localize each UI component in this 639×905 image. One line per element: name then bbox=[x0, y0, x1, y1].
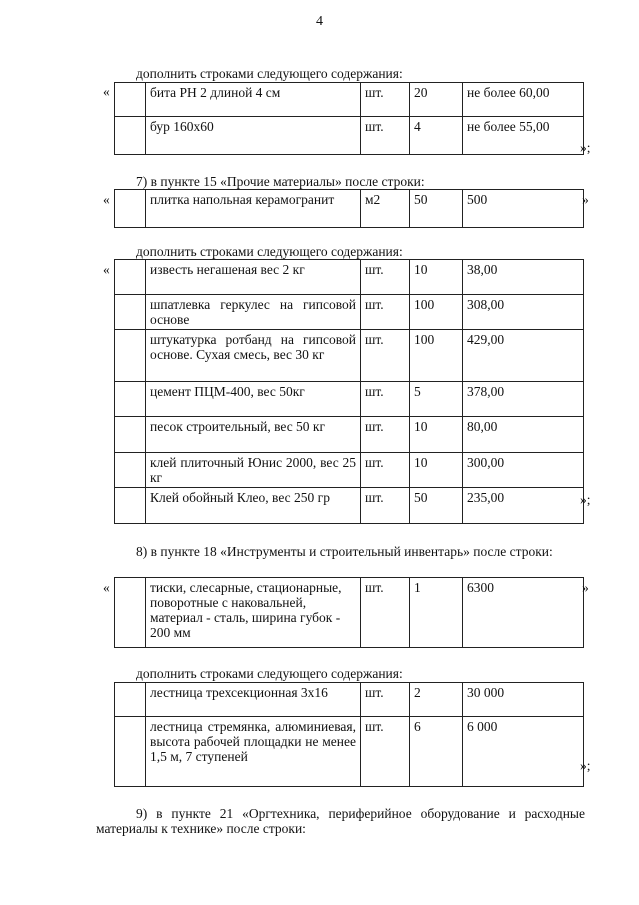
table-row bbox=[115, 83, 584, 117]
table-row bbox=[115, 117, 584, 155]
item-name: плитка напольная керамогранит bbox=[146, 190, 361, 228]
table-row bbox=[115, 453, 584, 488]
caption-add-rows-1: дополнить строками следующего содержания: bbox=[136, 66, 403, 81]
open-quote-1: « bbox=[103, 84, 110, 99]
item-name: клей плиточный Юнис 2000, вес 25 кг bbox=[146, 453, 361, 488]
item-price: 308,00 bbox=[463, 295, 584, 330]
paragraph-item-8: 8) в пункте 18 «Инструменты и строительный инвентарь» после строки: bbox=[136, 544, 553, 559]
table-row bbox=[115, 578, 584, 648]
item-name: тиски, слесарные, стационарные, поворотные с наковальней, материал - сталь, ширина губок - 200 мм bbox=[146, 578, 361, 648]
item-name: лестница стремянка, алюминиевая, высота рабочей площадки не менее 1,5 м, 7 ступеней bbox=[146, 717, 361, 787]
table-row bbox=[115, 190, 584, 228]
table-row bbox=[115, 330, 584, 382]
item-qty: 50 bbox=[410, 488, 463, 524]
item-qty: 1 bbox=[410, 578, 463, 648]
item-unit: шт. bbox=[361, 417, 410, 453]
item-price: 378,00 bbox=[463, 382, 584, 417]
item-price: 80,00 bbox=[463, 417, 584, 453]
item-name: лестница трехсекционная 3х16 bbox=[146, 683, 361, 717]
table-block-5 bbox=[114, 682, 584, 787]
item-unit: шт. bbox=[361, 117, 410, 155]
table-row bbox=[115, 488, 584, 524]
item-unit: шт. bbox=[361, 488, 410, 524]
item-qty: 100 bbox=[410, 330, 463, 382]
item-price: 500 bbox=[463, 190, 584, 228]
caption-add-rows-2: дополнить строками следующего содержания: bbox=[136, 244, 403, 259]
close-quote-4: » bbox=[582, 580, 589, 595]
item-qty: 4 bbox=[410, 117, 463, 155]
page-number: 4 bbox=[316, 14, 323, 29]
item-unit: шт. bbox=[361, 330, 410, 382]
table-row bbox=[115, 417, 584, 453]
paragraph-item-9: 9) в пункте 21 «Оргтехника, периферийное оборудование и расходные материалы к технике» после строки: bbox=[96, 806, 585, 836]
item-name: шпатлевка геркулес на гипсовой основе bbox=[146, 295, 361, 330]
item-name: Клей обойный Клео, вес 250 гр bbox=[146, 488, 361, 524]
close-quote-5: »; bbox=[580, 758, 591, 773]
table-block-1 bbox=[114, 82, 584, 155]
caption-add-rows-3: дополнить строками следующего содержания: bbox=[136, 666, 403, 681]
item-unit: шт. bbox=[361, 260, 410, 295]
item-name: бита РН 2 длиной 4 см bbox=[146, 83, 361, 117]
item-name: известь негашеная вес 2 кг bbox=[146, 260, 361, 295]
item-qty: 20 bbox=[410, 83, 463, 117]
item-price: не более 55,00 bbox=[463, 117, 584, 155]
open-quote-3: « bbox=[103, 262, 110, 277]
item-price: 30 000 bbox=[463, 683, 584, 717]
item-unit: м2 bbox=[361, 190, 410, 228]
item-price: 38,00 bbox=[463, 260, 584, 295]
item-price: 429,00 bbox=[463, 330, 584, 382]
table-row bbox=[115, 382, 584, 417]
item-unit: шт. bbox=[361, 453, 410, 488]
item-qty: 10 bbox=[410, 260, 463, 295]
table-block-4 bbox=[114, 577, 584, 648]
item-name: штукатурка ротбанд на гипсовой основе. Сухая смесь, вес 30 кг bbox=[146, 330, 361, 382]
table-block-2 bbox=[114, 189, 584, 228]
item-name: песок строительный, вес 50 кг bbox=[146, 417, 361, 453]
item-price: 6 000 bbox=[463, 717, 584, 787]
item-name: цемент ПЦМ-400, вес 50кг bbox=[146, 382, 361, 417]
item-qty: 10 bbox=[410, 417, 463, 453]
item-unit: шт. bbox=[361, 382, 410, 417]
open-quote-2: « bbox=[103, 192, 110, 207]
close-quote-2: » bbox=[582, 192, 589, 207]
item-unit: шт. bbox=[361, 83, 410, 117]
item-qty: 5 bbox=[410, 382, 463, 417]
item-unit: шт. bbox=[361, 717, 410, 787]
item-qty: 50 bbox=[410, 190, 463, 228]
item-price: не более 60,00 bbox=[463, 83, 584, 117]
caption-item-7: 7) в пункте 15 «Прочие материалы» после строки: bbox=[136, 174, 425, 189]
item-qty: 100 bbox=[410, 295, 463, 330]
item-unit: шт. bbox=[361, 683, 410, 717]
item-qty: 6 bbox=[410, 717, 463, 787]
table-block-3 bbox=[114, 259, 584, 524]
close-quote-3: »; bbox=[580, 492, 591, 507]
item-qty: 2 bbox=[410, 683, 463, 717]
item-price: 235,00 bbox=[463, 488, 584, 524]
item-name: бур 160х60 bbox=[146, 117, 361, 155]
table-row bbox=[115, 260, 584, 295]
close-quote-1: »; bbox=[580, 140, 591, 155]
table-row bbox=[115, 717, 584, 787]
item-price: 6300 bbox=[463, 578, 584, 648]
item-unit: шт. bbox=[361, 578, 410, 648]
item-price: 300,00 bbox=[463, 453, 584, 488]
open-quote-4: « bbox=[103, 580, 110, 595]
item-qty: 10 bbox=[410, 453, 463, 488]
table-row bbox=[115, 683, 584, 717]
table-row bbox=[115, 295, 584, 330]
item-unit: шт. bbox=[361, 295, 410, 330]
